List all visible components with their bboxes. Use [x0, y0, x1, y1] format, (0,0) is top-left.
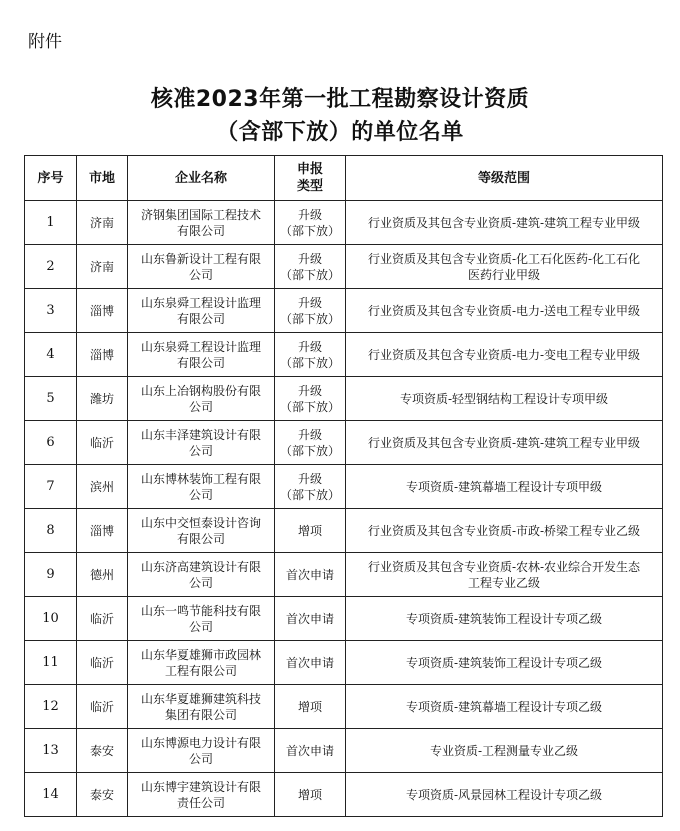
header-index: 序号	[25, 156, 77, 201]
table-row	[25, 685, 663, 729]
cell-application-type: 升级 （部下放）	[275, 377, 346, 421]
cell-company-name: 山东泉舜工程设计监理 有限公司	[128, 289, 275, 333]
cell-city: 临沂	[77, 685, 128, 729]
cell-company-name: 山东鲁新设计工程有限 公司	[128, 245, 275, 289]
cell-application-type: 增项	[275, 509, 346, 553]
cell-city: 临沂	[77, 421, 128, 465]
cell-index: 8	[25, 509, 77, 553]
cell-application-type: 升级 （部下放）	[275, 201, 346, 245]
cell-qualification-scope: 行业资质及其包含专业资质-电力-送电工程专业甲级	[346, 289, 663, 333]
document-title-line-2: （含部下放）的单位名单	[216, 120, 464, 145]
cell-index: 7	[25, 465, 77, 509]
cell-qualification-scope: 行业资质及其包含专业资质-建筑-建筑工程专业甲级	[346, 201, 663, 245]
cell-qualification-scope: 专项资质-轻型钢结构工程设计专项甲级	[346, 377, 663, 421]
cell-index: 4	[25, 333, 77, 377]
cell-city: 泰安	[77, 729, 128, 773]
cell-company-name: 山东一鸣节能科技有限 公司	[128, 597, 275, 641]
table-row	[25, 597, 663, 641]
cell-company-name: 山东博宇建筑设计有限 责任公司	[128, 773, 275, 817]
cell-qualification-scope: 专项资质-建筑装饰工程设计专项乙级	[346, 641, 663, 685]
cell-company-name: 山东济高建筑设计有限 公司	[128, 553, 275, 597]
table-row	[25, 421, 663, 465]
cell-company-name: 山东博林装饰工程有限 公司	[128, 465, 275, 509]
cell-application-type: 升级 （部下放）	[275, 465, 346, 509]
cell-application-type: 首次申请	[275, 641, 346, 685]
table-row	[25, 773, 663, 817]
cell-qualification-scope: 专项资质-建筑幕墙工程设计专项乙级	[346, 685, 663, 729]
cell-qualification-scope: 专项资质-建筑幕墙工程设计专项甲级	[346, 465, 663, 509]
document-title-line-1: 核准2023年第一批工程勘察设计资质	[150, 87, 530, 112]
header-city: 市地	[77, 156, 128, 201]
cell-index: 12	[25, 685, 77, 729]
cell-application-type: 升级 （部下放）	[275, 245, 346, 289]
table-row	[25, 289, 663, 333]
cell-company-name: 山东中交恒泰设计咨询 有限公司	[128, 509, 275, 553]
cell-qualification-scope: 行业资质及其包含专业资质-市政-桥梁工程专业乙级	[346, 509, 663, 553]
table-row	[25, 333, 663, 377]
table-header-row	[25, 156, 663, 201]
cell-application-type: 升级 （部下放）	[275, 333, 346, 377]
cell-application-type: 增项	[275, 685, 346, 729]
header-application-type: 申报 类型	[275, 156, 346, 201]
cell-index: 10	[25, 597, 77, 641]
table-row	[25, 729, 663, 773]
cell-index: 14	[25, 773, 77, 817]
cell-index: 1	[25, 201, 77, 245]
approved-units-table	[24, 155, 663, 817]
cell-city: 泰安	[77, 773, 128, 817]
cell-city: 潍坊	[77, 377, 128, 421]
cell-city: 淄博	[77, 509, 128, 553]
cell-application-type: 升级 （部下放）	[275, 289, 346, 333]
cell-qualification-scope: 行业资质及其包含专业资质-化工石化医药-化工石化 医药行业甲级	[346, 245, 663, 289]
attachment-label: 附件	[28, 32, 62, 52]
table-row	[25, 553, 663, 597]
cell-qualification-scope: 专业资质-工程测量专业乙级	[346, 729, 663, 773]
table-row	[25, 377, 663, 421]
cell-qualification-scope: 专项资质-建筑装饰工程设计专项乙级	[346, 597, 663, 641]
cell-company-name: 山东华夏雄狮建筑科技 集团有限公司	[128, 685, 275, 729]
cell-company-name: 山东上冶钢构股份有限 公司	[128, 377, 275, 421]
table-row	[25, 641, 663, 685]
cell-company-name: 山东泉舜工程设计监理 有限公司	[128, 333, 275, 377]
cell-index: 3	[25, 289, 77, 333]
cell-city: 德州	[77, 553, 128, 597]
cell-application-type: 增项	[275, 773, 346, 817]
cell-qualification-scope: 行业资质及其包含专业资质-农林-农业综合开发生态 工程专业乙级	[346, 553, 663, 597]
cell-city: 济南	[77, 245, 128, 289]
cell-application-type: 首次申请	[275, 553, 346, 597]
table-row	[25, 509, 663, 553]
cell-index: 9	[25, 553, 77, 597]
cell-city: 滨州	[77, 465, 128, 509]
cell-application-type: 升级 （部下放）	[275, 421, 346, 465]
cell-city: 临沂	[77, 597, 128, 641]
cell-qualification-scope: 行业资质及其包含专业资质-电力-变电工程专业甲级	[346, 333, 663, 377]
cell-index: 11	[25, 641, 77, 685]
cell-index: 2	[25, 245, 77, 289]
cell-company-name: 山东丰泽建筑设计有限 公司	[128, 421, 275, 465]
cell-index: 5	[25, 377, 77, 421]
cell-index: 13	[25, 729, 77, 773]
cell-company-name: 山东博源电力设计有限 公司	[128, 729, 275, 773]
header-company-name: 企业名称	[128, 156, 275, 201]
cell-application-type: 首次申请	[275, 597, 346, 641]
cell-city: 济南	[77, 201, 128, 245]
cell-application-type: 首次申请	[275, 729, 346, 773]
cell-company-name: 济钢集团国际工程技术 有限公司	[128, 201, 275, 245]
cell-index: 6	[25, 421, 77, 465]
cell-qualification-scope: 专项资质-风景园林工程设计专项乙级	[346, 773, 663, 817]
cell-city: 临沂	[77, 641, 128, 685]
table-row	[25, 201, 663, 245]
table-row	[25, 245, 663, 289]
cell-city: 淄博	[77, 289, 128, 333]
cell-company-name: 山东华夏雄狮市政园林 工程有限公司	[128, 641, 275, 685]
header-qualification-scope: 等级范围	[346, 156, 663, 201]
cell-city: 淄博	[77, 333, 128, 377]
table-row	[25, 465, 663, 509]
cell-qualification-scope: 行业资质及其包含专业资质-建筑-建筑工程专业甲级	[346, 421, 663, 465]
